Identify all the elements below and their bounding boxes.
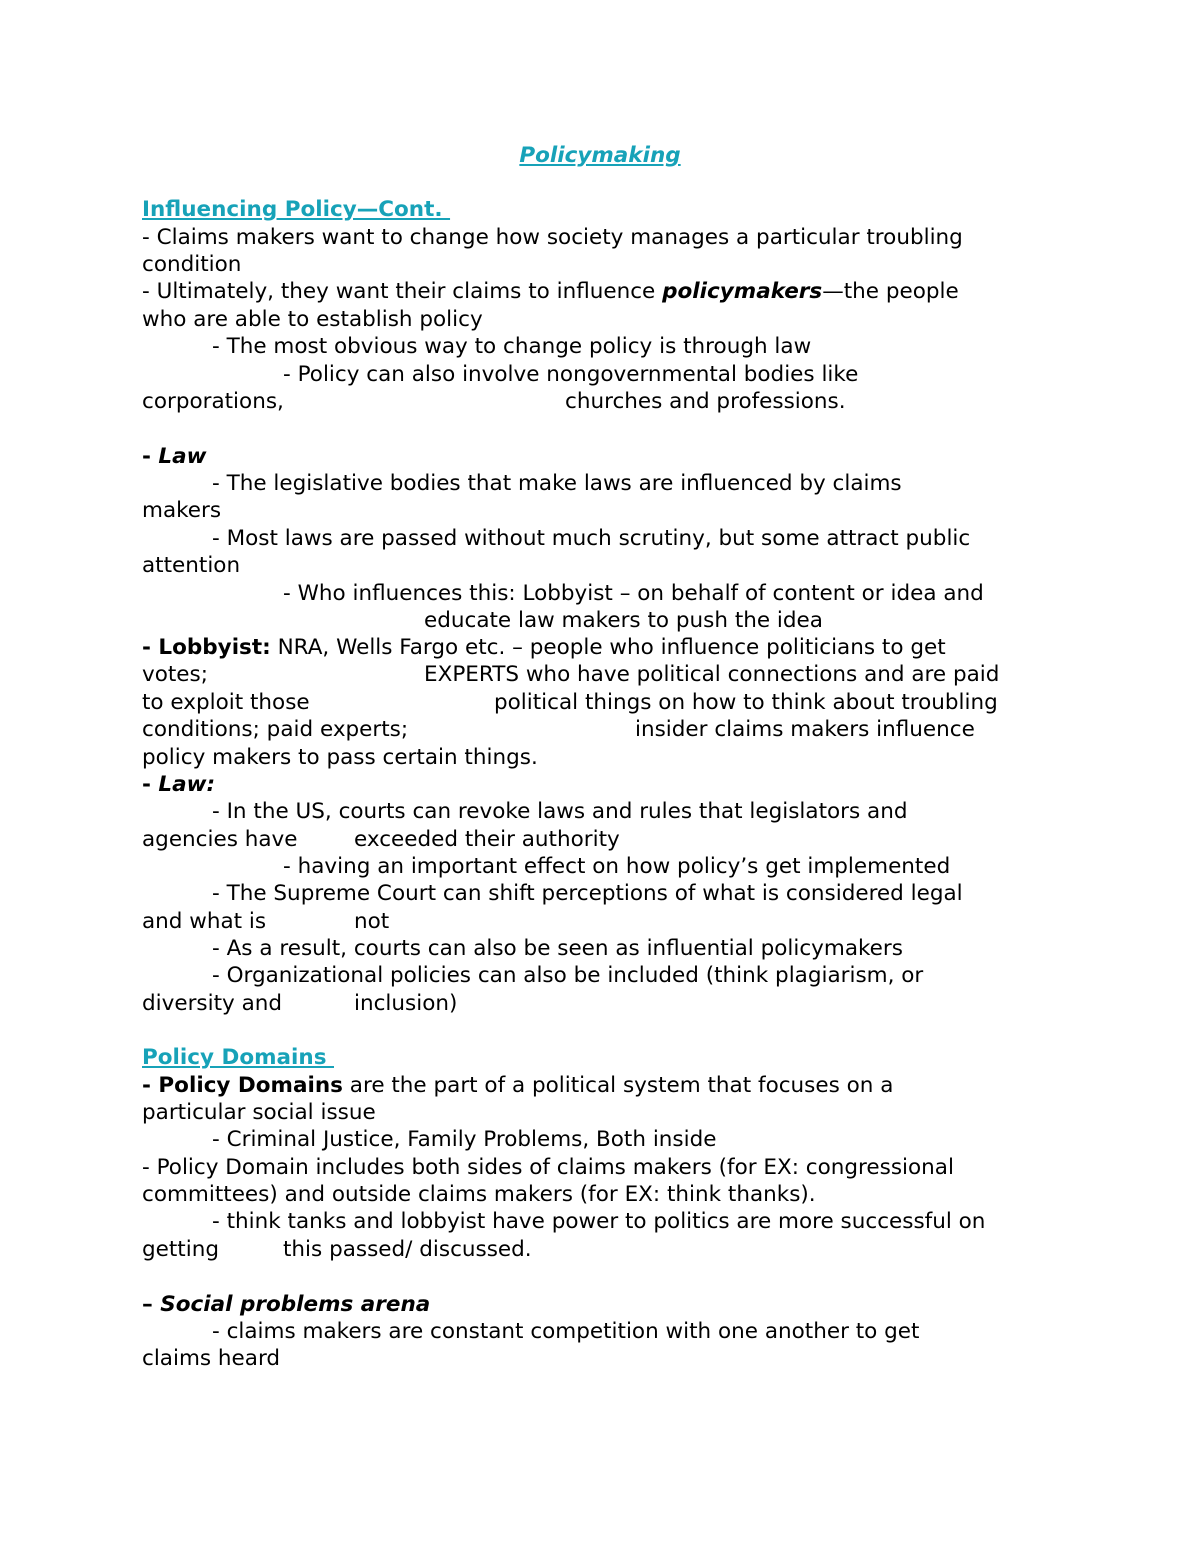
label-dash: –	[142, 1292, 161, 1317]
text-line: getting	[142, 1237, 219, 1262]
label-law: Law	[158, 444, 207, 469]
text-line: conditions; paid experts;	[142, 717, 409, 742]
text-line: this passed/ discussed.	[283, 1237, 532, 1262]
text-line: educate law makers to push the idea	[424, 608, 823, 633]
text-line: - having an important effect on how policy’s get implemented	[283, 854, 951, 879]
term-policy-domains: Policy Domains	[158, 1073, 343, 1098]
text-line: churches and professions.	[565, 389, 846, 414]
text-line: - As a result, courts can also be seen as influential policymakers	[212, 936, 903, 961]
text-line: - Policy can also involve nongovernmental bodies like	[283, 362, 859, 387]
text-line: - Policy Domain includes both sides of claims makers (for EX: congressional	[142, 1155, 954, 1180]
text-line	[142, 1072, 893, 1099]
text-line: - Criminal Justice, Family Problems, Both inside	[212, 1127, 717, 1152]
text-line: - The legislative bodies that make laws are influenced by claims	[212, 471, 902, 496]
section-label-social-problems-arena	[142, 1291, 430, 1318]
text-line: corporations,	[142, 389, 284, 414]
section-label-law-2	[142, 771, 215, 798]
text-line: particular social issue	[142, 1100, 376, 1125]
text-line: and what is	[142, 909, 267, 934]
label-law: Law:	[158, 772, 216, 797]
text-line: not	[354, 909, 390, 934]
text-line: claims heard	[142, 1346, 281, 1371]
text-line: - The most obvious way to change policy is through law	[212, 334, 812, 359]
text-line: makers	[142, 498, 222, 523]
text-line: - Most laws are passed without much scrutiny, but some attract public	[212, 526, 971, 551]
text-line: committees) and outside claims makers (for EX: think thanks).	[142, 1182, 816, 1207]
text-line: to exploit those	[142, 690, 310, 715]
section-label-law	[142, 443, 207, 470]
text-line	[142, 278, 959, 305]
page-title: Policymaking	[519, 143, 681, 168]
text-run: are the part of a political system that focuses on a	[342, 1073, 894, 1098]
text-line: attention	[142, 553, 241, 578]
text-run: —the people	[822, 279, 959, 304]
text-line: condition	[142, 252, 242, 277]
text-line: - Organizational policies can also be included (think plagiarism, or	[212, 963, 924, 988]
label-dash: -	[142, 772, 159, 797]
term-policymakers: policymakers	[662, 279, 823, 304]
text-line: who are able to establish policy	[142, 307, 483, 332]
text-line: insider claims makers influence	[635, 717, 975, 742]
text-line: - Who influences this: Lobbyist – on behalf of content or idea and	[283, 581, 984, 606]
label-dash: -	[142, 1073, 159, 1098]
text-line: - claims makers are constant competition with one another to get	[212, 1319, 920, 1344]
text-line: inclusion)	[354, 991, 458, 1016]
text-line: EXPERTS who have political connections and are paid	[424, 662, 1000, 687]
text-line: political things on how to think about troubling	[494, 690, 998, 715]
text-line: - think tanks and lobbyist have power to politics are more successful on	[212, 1209, 986, 1234]
text-line: diversity and	[142, 991, 283, 1016]
label-dash: -	[142, 444, 159, 469]
text-line: - In the US, courts can revoke laws and rules that legislators and	[212, 799, 908, 824]
text-line: - The Supreme Court can shift perceptions of what is considered legal	[212, 881, 963, 906]
text-run: NRA, Wells Fargo etc. – people who influence politicians to get	[270, 635, 946, 660]
text-line	[142, 634, 946, 661]
section-heading-policy-domains: Policy Domains	[142, 1045, 334, 1070]
text-line: agencies have	[142, 827, 298, 852]
text-line: votes;	[142, 662, 208, 687]
text-line: - Claims makers want to change how society manages a particular troubling	[142, 225, 963, 250]
section-heading-influencing-policy: Influencing Policy—Cont.	[142, 197, 451, 222]
label-dash: -	[142, 635, 159, 660]
text-line: policy makers to pass certain things.	[142, 745, 538, 770]
text-line: exceeded their authority	[354, 827, 620, 852]
term-lobbyist: Lobbyist:	[158, 635, 271, 660]
label-social-problems-arena: Social problems arena	[160, 1292, 431, 1317]
text-run: - Ultimately, they want their claims to influence	[142, 279, 663, 304]
